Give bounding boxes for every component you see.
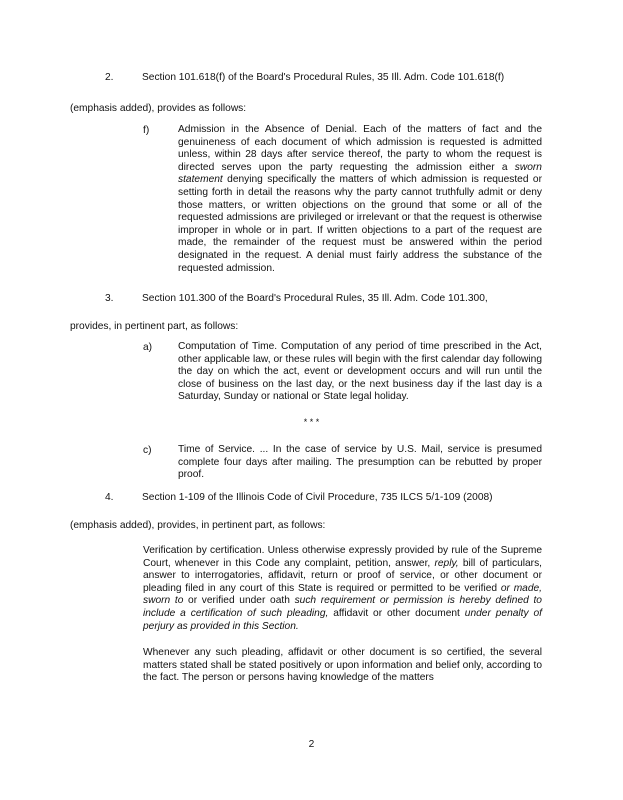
quote-emphasis: reply, (434, 557, 459, 569)
item-heading: Section 101.618(f) of the Board's Procedural Rules, 35 Ill. Adm. Code 101.618(f) (142, 72, 505, 83)
item-number: 3. (105, 293, 114, 304)
quote-label: f) (143, 125, 150, 136)
item-number: 4. (105, 492, 114, 503)
quote-text: or verified under oath (188, 595, 290, 607)
quote-emphasis: such requirement or permission is hereby defined to include a certification of such pleading, (143, 595, 542, 619)
ellipsis-separator: * * * (303, 417, 320, 427)
block-quote-f (178, 124, 542, 275)
block-quote-a: Computation of Time. Computation of any period of time prescribed in the Act, other applicable law, or these rules will begin with the first calendar day following the day on which the act, event or development occurs and will run until the close of business on the last day, or the next business day if the last day is a Saturday, Sunday or national or State legal holiday. (178, 341, 542, 403)
quote-emphasis: or made, sworn to (143, 582, 543, 607)
quote-text: denying specifically the matters of which admission is requested or setting forth in detail the reasons why the party cannot truthfully admit or deny those matters, or written objections on the ground that some or all of the requested admissions are privileged or irrelevant or that the request is otherwise improper in whole or in part. If written objections to a part of the request are made, the remainder of the request must be answered within the period designated in the request. A denial must fairly address the substance of the requested admission. (178, 174, 542, 274)
item-heading: Section 1-109 of the Illinois Code of Civil Procedure, 735 ILCS 5/1-109 (2008) (142, 492, 493, 503)
quote-text: bill of particulars, answer to interrogatories, affidavit, return or proof of service, or other document or pleading filed in any court of this State is required or permitted to be verified (143, 557, 542, 594)
item-heading: Section 101.300 of the Board's Procedural Rules, 35 Ill. Adm. Code 101.300, (142, 293, 488, 304)
item-continuation: (emphasis added), provides as follows: (70, 103, 247, 114)
quote-text: Verification by certification. Unless otherwise expressly provided by rule of the Supreme Court, whenever in this Code any complaint, petition, answer, (143, 545, 542, 569)
quote-label: a) (143, 342, 153, 353)
quote-emphasis: under penalty of perjury as provided in this Section. (143, 607, 542, 632)
item-number: 2. (105, 72, 114, 83)
page-number: 2 (308, 739, 315, 750)
item-continuation: (emphasis added), provides, in pertinent part, as follows: (70, 520, 326, 531)
item-continuation: provides, in pertinent part, as follows: (70, 321, 239, 332)
quote-text: affidavit or other document (333, 607, 460, 619)
quote-label: c) (143, 445, 152, 456)
quote-emphasis: sworn statement (178, 161, 542, 186)
quote-text: Admission in the Absence of Denial. Each of the matters of fact and the genuineness of each document of which admission is requested is admitted unless, within 28 days after service thereof, the party to whom the request is directed serves upon the party requesting the admission either a (178, 124, 542, 173)
block-quote-c: Time of Service. ... In the case of service by U.S. Mail, service is presumed complete four days after mailing. The presumption can be rebutted by proper proof. (178, 444, 542, 481)
block-quote-109-paragraph-1 (143, 545, 542, 633)
block-quote-109-paragraph-2: Whenever any such pleading, affidavit or other document is so certified, the several matters stated shall be stated positively or upon information and belief only, according to the fact. The person or persons having knowledge of the matters (143, 647, 542, 684)
